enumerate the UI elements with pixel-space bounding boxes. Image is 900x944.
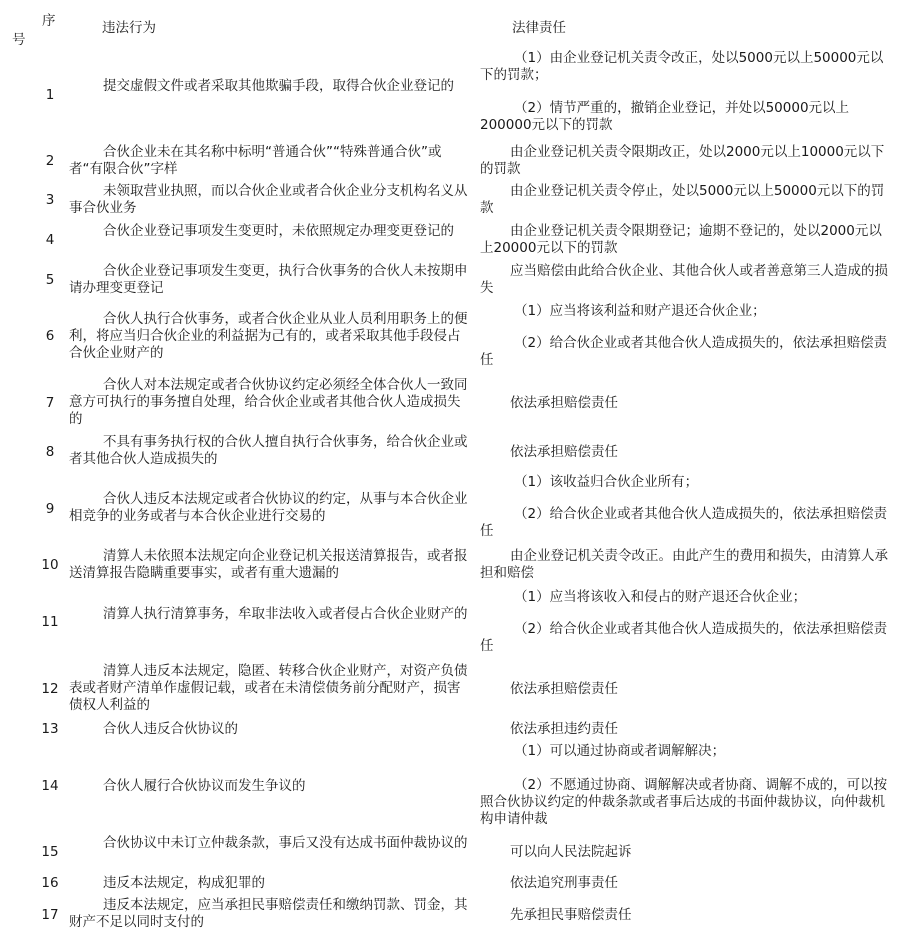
liability-text [480,681,890,698]
row-number: 11 [41,614,59,630]
liability-item: （1）该收益归合伙企业所有； [514,474,699,490]
liability-text [480,263,890,297]
row-number: 7 [45,395,55,411]
header-seq-top: 序 [42,13,56,29]
violation-text: 未领取营业执照，而以合伙企业或者合伙企业分支机构名义从事合伙业务 [69,183,468,216]
violation-text: 清算人违反本法规定，隐匿、转移合伙企业财产，对资产负债表或者财产清单作虚假记载，或者在未清偿债务前分配财产，损害债权人利益的 [69,663,468,713]
liability-text [480,474,890,540]
liability-text [480,548,890,582]
liability-item: （1）可以通过协商或者调解解决； [514,743,726,759]
liability-item: 应当赔偿由此给合伙企业、其他合伙人或者善意第三人造成的损失 [480,263,888,296]
violation-text: 不具有事务执行权的合伙人擅自执行合伙事务，给合伙企业或者其他合伙人造成损失的 [69,434,468,467]
liability-text [480,589,890,655]
violation-text: 清算人执行清算事务，牟取非法收入或者侵占合伙企业财产的 [103,606,468,622]
violation-text: 合伙人违反本法规定或者合伙协议的约定，从事与本合伙企业相竞争的业务或者与本合伙企业进行交易的 [69,491,468,524]
violation-text: 清算人未依照本法规定向企业登记机关报送清算报告，或者报送清算报告隐瞒重要事实，或者有重大遗漏的 [69,548,468,581]
liability-text [480,50,890,134]
violation-text: 合伙人执行合伙事务，或者合伙企业从业人员利用职务上的便利，将应当归合伙企业的利益据为己有的，或者采取其他手段侵占合伙企业财产的 [69,311,468,361]
liability-item: （2）给合伙企业或者其他合伙人造成损失的，依法承担赔偿责任 [480,335,888,368]
violation-text: 违反本法规定，构成犯罪的 [103,875,265,891]
row-number: 16 [41,875,59,891]
violation-text: 合伙人对本法规定或者合伙协议约定必须经全体合伙人一致同意方可执行的事务擅自处理，给合伙企业或者其他合伙人造成损失的 [69,377,468,427]
violation-text: 合伙人违反合伙协议的 [103,721,238,737]
row-number: 12 [41,681,59,697]
liability-item: 依法追究刑事责任 [510,875,618,891]
liability-item: 依法承担赔偿责任 [510,681,618,697]
liability-item: 依法承担赔偿责任 [510,444,618,460]
row-number: 6 [45,328,55,344]
liability-text [480,844,890,861]
liability-text [480,721,890,738]
liability-item: 依法承担违约责任 [510,721,618,737]
row-number: 5 [45,272,55,288]
row-number: 8 [45,444,55,460]
violation-text: 合伙企业未在其名称中标明“普通合伙”“特殊普通合伙”或者“有限合伙”字样 [69,144,442,177]
liability-item: （2）给合伙企业或者其他合伙人造成损失的，依法承担赔偿责任 [480,621,888,654]
violation-text: 违反本法规定，应当承担民事赔偿责任和缴纳罚款、罚金，其财产不足以同时支付的 [69,897,468,930]
liability-item: （1）应当将该收入和侵占的财产退还合伙企业； [514,589,807,605]
row-number: 10 [41,557,59,573]
liability-item: （2）情节严重的，撤销企业登记，并处以50000元以上200000元以下的罚款 [480,100,850,133]
row-number: 14 [41,778,59,794]
liability-text [480,907,890,924]
liability-item: （2）给合伙企业或者其他合伙人造成损失的，依法承担赔偿责任 [480,506,888,539]
violation-text: 合伙企业登记事项发生变更时，未依照规定办理变更登记的 [103,223,454,239]
liability-text [480,144,890,178]
liability-item: 依法承担赔偿责任 [510,395,618,411]
row-number: 1 [45,87,55,103]
liability-text [480,303,890,369]
liability-text [480,223,890,257]
header-seq-bottom: 号 [12,32,26,48]
liability-text [480,183,890,217]
violation-text: 合伙企业登记事项发生变更，执行合伙事务的合伙人未按期申请办理变更登记 [69,263,468,296]
row-number: 13 [41,721,59,737]
liability-item: （1）应当将该利益和财产退还合伙企业； [514,303,766,319]
violation-text: 合伙协议中未订立仲裁条款，事后又没有达成书面仲裁协议的 [103,835,468,851]
liability-item: （1）由企业登记机关责令改正，处以5000元以上50000元以下的罚款； [480,50,884,83]
row-number: 3 [45,192,55,208]
row-number: 9 [45,501,55,517]
liability-item: （2）不愿通过协商、调解解决或者协商、调解不成的，可以按照合伙协议约定的仲裁条款或者事后达成的书面仲裁协议，向仲裁机构申请仲裁 [480,777,888,827]
liability-item: 由企业登记机关责令限期登记；逾期不登记的，处以2000元以上20000元以下的罚款 [480,223,882,256]
row-number: 15 [41,844,59,860]
violation-text: 提交虚假文件或者采取其他欺骗手段，取得合伙企业登记的 [103,78,454,94]
violation-text: 合伙人履行合伙协议而发生争议的 [103,778,306,794]
liability-item: 可以向人民法院起诉 [510,844,632,860]
liability-text [480,444,890,461]
row-number: 17 [41,907,59,923]
header-liability: 法律责任 [512,20,566,36]
liability-text [480,875,890,892]
row-number: 2 [45,153,55,169]
liability-text [480,743,890,828]
header-violation: 违法行为 [102,20,156,36]
liability-item: 由企业登记机关责令改正。由此产生的费用和损失，由清算人承担和赔偿 [480,548,888,581]
liability-text [480,395,890,412]
liability-item: 先承担民事赔偿责任 [510,907,632,923]
row-number: 4 [45,232,55,248]
liability-item: 由企业登记机关责令限期改正，处以2000元以上10000元以下的罚款 [480,144,885,177]
liability-item: 由企业登记机关责令停止，处以5000元以上50000元以下的罚款 [480,183,885,216]
